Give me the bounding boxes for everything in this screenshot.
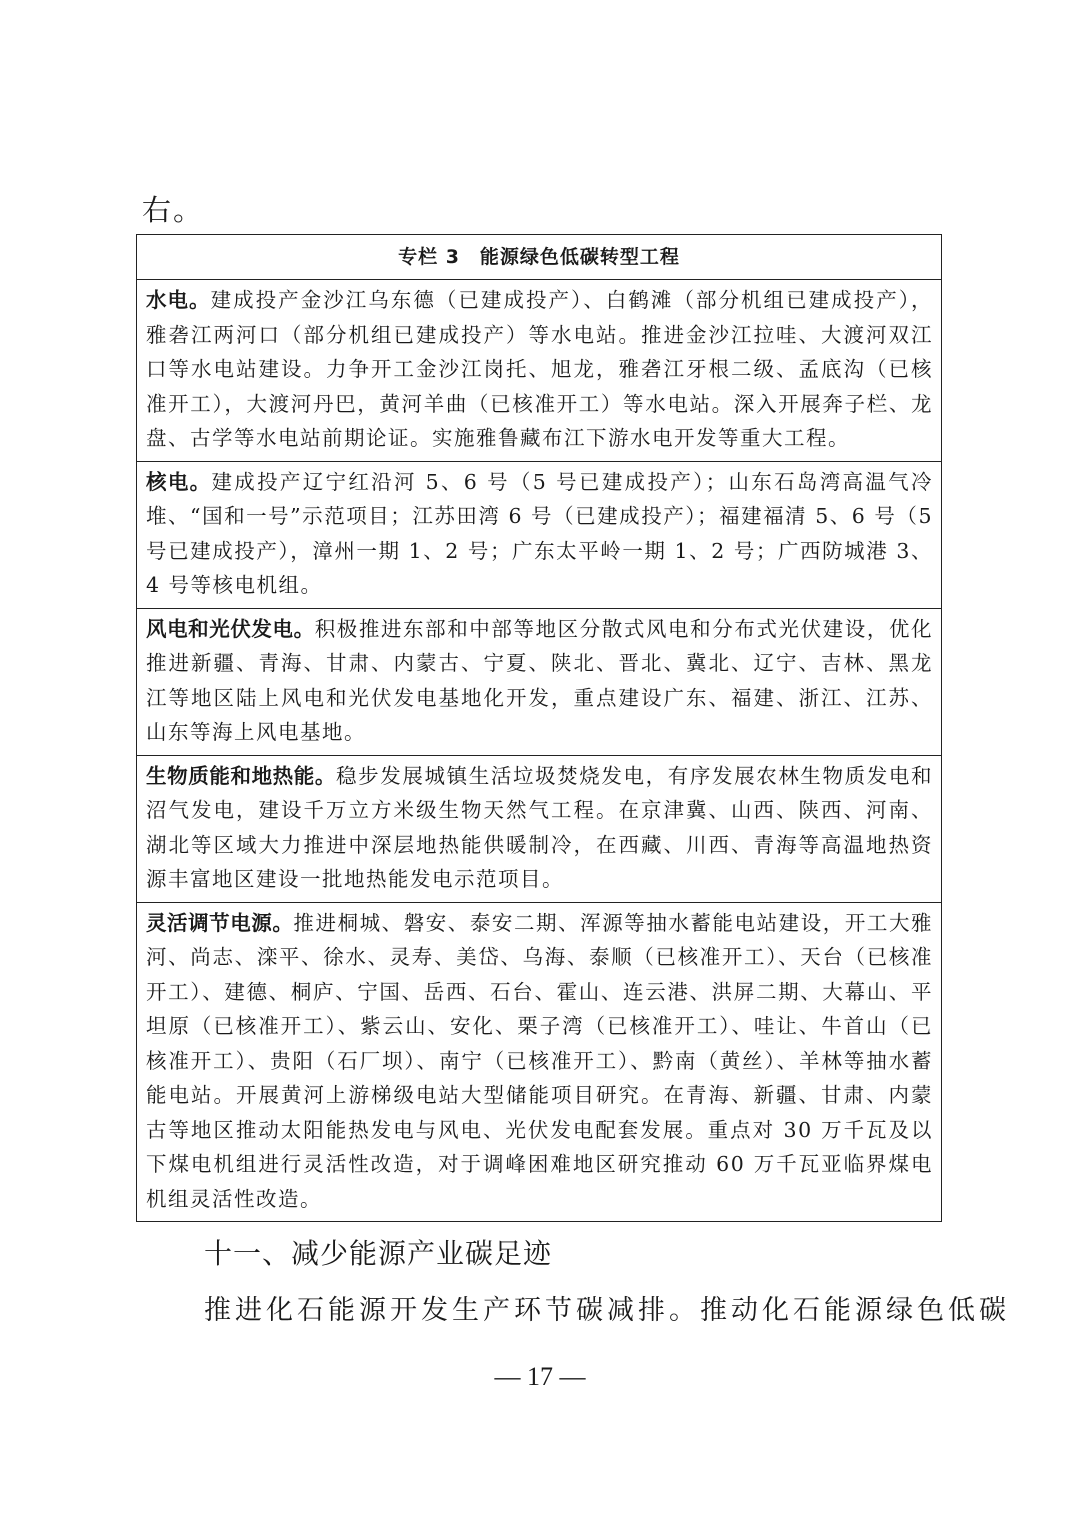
- section-nuclear: [137, 462, 941, 609]
- column-title: 专栏 3 能源绿色低碳转型工程: [137, 235, 941, 280]
- lead-text: 右。: [142, 193, 205, 227]
- section-biomass-geothermal: [137, 756, 941, 903]
- section-heading: 十一、减少能源产业碳足迹: [204, 1237, 553, 1270]
- section-flexible-power: [137, 903, 941, 1222]
- section-text: 稳步发展城镇生活垃圾焚烧发电，有序发展农林生物质发电和沼气发电，建设千万立方米级生物天然气工程。在京津冀、山西、陕西、河南、湖北等区域大力推进中深层地热能供暖制冷，在西藏、川西、青海等高温地热资源丰富地区建设一批地热能发电示范项目。: [146, 763, 934, 891]
- section-label: 核电。: [146, 469, 212, 494]
- page-number: — 17 —: [494, 1362, 586, 1391]
- section-text: 积极推进东部和中部等地区分散式风电和分布式光伏建设，优化推进新疆、青海、甘肃、内蒙古、宁夏、陕北、晋北、冀北、辽宁、吉林、黑龙江等地区陆上风电和光伏发电基地化开发，重点建设广东、福建、浙江、江苏、山东等海上风电基地。: [146, 616, 934, 744]
- section-hydropower: [137, 280, 941, 462]
- section-text: 建成投产金沙江乌东德（已建成投产）、白鹤滩（部分机组已建成投产），雅砻江两河口（部分机组已建成投产）等水电站。推进金沙江拉哇、大渡河双江口等水电站建设。力争开工金沙江岗托、旭龙，雅砻江牙根二级、孟底沟（已核准开工），大渡河丹巴，黄河羊曲（已核准开工）等水电站。深入开展奔子栏、龙盘、古学等水电站前期论证。实施雅鲁藏布江下游水电开发等重大工程。: [146, 288, 934, 450]
- section-text: 推进桐城、磐安、泰安二期、浑源等抽水蓄能电站建设，开工大雅河、尚志、滦平、徐水、灵寿、美岱、乌海、泰顺（已核准开工）、天台（已核准开工）、建德、桐庐、宁国、岳西、石台、霍山、连云港、洪屏二期、大幕山、平坦原（已核准开工）、紫云山、安化、栗子湾（已核准开工）、哇让、牛首山（已核准开工）、贵阳（石厂坝）、南宁（已核准开工）、黔南（黄丝）、羊林等抽水蓄能电站。开展黄河上游梯级电站大型储能项目研究。在青海、新疆、甘肃、内蒙古等地区推动太阳能热发电与风电、光伏发电配套发展。重点对 30 万千瓦及以下煤电机组进行灵活性改造，对于调峰困难地区研究推动 60 万千瓦亚临界煤电机组灵活性改造。: [146, 910, 934, 1211]
- section-text: 建成投产辽宁红沿河 5、6 号（5 号已建成投产）；山东石岛湾高温气冷堆、“国和一号”示范项目；江苏田湾 6 号（已建成投产）；福建福清 5、6 号（5 号已建成投产），漳州一期 1、2 号；广东太平岭一期 1、2 号；广西防城港 3、4 号等核电机组。: [146, 469, 933, 597]
- special-column-box: [136, 234, 942, 1222]
- section-label: 生物质能和地热能。: [146, 763, 337, 788]
- section-wind-solar: [137, 609, 941, 756]
- body-paragraph: 推进化石能源开发生产环节碳减排。推动化石能源绿色低碳: [204, 1295, 1010, 1326]
- section-label: 灵活调节电源。: [146, 910, 294, 935]
- section-label: 水电。: [146, 288, 211, 312]
- section-label: 风电和光伏发电。: [146, 616, 315, 641]
